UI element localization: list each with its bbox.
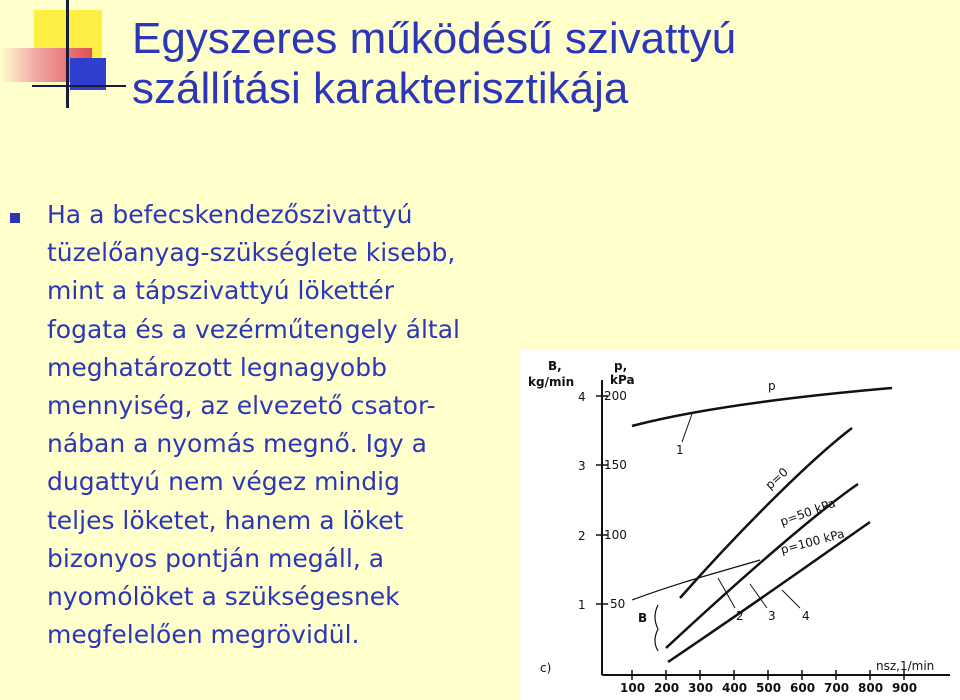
curve-number: 2 — [736, 609, 744, 623]
curve-p100 — [668, 522, 870, 662]
x-tick: 700 — [824, 681, 850, 695]
curve-label-p: p — [768, 379, 776, 393]
body-line: meghatározott legnagyobb — [47, 352, 387, 382]
body-line: mint a tápszivattyú lökettér — [47, 276, 395, 306]
body-line: megfelelően megrövidül. — [47, 620, 360, 650]
x-tick: 600 — [790, 681, 816, 695]
x-tick: 500 — [756, 681, 782, 695]
curve-p — [632, 388, 892, 426]
logo-horizontal-line — [32, 85, 126, 87]
characteristic-chart — [520, 350, 960, 700]
logo-vertical-line — [66, 0, 69, 108]
curve-label-p100: p=100 kPa — [779, 526, 846, 557]
body-line: teljes löketet, hanem a löket — [47, 505, 404, 535]
bullet-icon — [10, 213, 20, 223]
tick-p: 50 — [610, 597, 626, 611]
body-line: Ha a befecskendezőszivattyú — [47, 200, 413, 229]
tick-b: 4 — [578, 390, 586, 404]
x-tick: 800 — [858, 681, 884, 695]
curve-number: 1 — [676, 443, 684, 457]
tick-p: 100 — [604, 528, 627, 542]
body-line: fogata és a vezérműtengely által — [47, 314, 460, 344]
body-line: bizonyos pontján megáll, a — [47, 543, 385, 573]
x-tick: 400 — [722, 681, 748, 695]
curve-number: 4 — [802, 609, 810, 623]
body-line: dugattyú nem végez mindig — [47, 467, 400, 497]
tick-p: 200 — [604, 389, 627, 403]
slide-title — [132, 14, 932, 114]
curve-number: 3 — [768, 609, 776, 623]
body-line: mennyiség, az elvezető csator- — [47, 391, 436, 421]
body-line: nyomólöket a szükségesnek — [47, 582, 400, 612]
body-line: tüzelőanyag-szükséglete kisebb, — [47, 238, 456, 268]
x-tick: 100 — [620, 681, 646, 695]
chart-svg — [520, 350, 960, 700]
body-line: nában a nyomás megnő. Igy a — [47, 429, 427, 459]
x-tick: 300 — [688, 681, 714, 695]
curve-label-p50: p=50 kPa — [778, 495, 838, 529]
slide-title-line-2: szállítási karakterisztikája — [132, 64, 629, 113]
tick-b: 3 — [578, 459, 586, 473]
panel-tag: c) — [540, 661, 552, 675]
curve-label-b: B — [638, 611, 648, 625]
tick-b: 2 — [578, 529, 586, 543]
body-paragraph — [47, 196, 527, 654]
axis-label-b: B, — [548, 359, 562, 373]
curve-label-p0: p=0 — [762, 464, 791, 493]
axis-unit-b: kg/min — [528, 375, 575, 389]
tick-p: 150 — [604, 458, 627, 472]
tick-b: 1 — [578, 598, 586, 612]
axis-unit-p: kPa — [610, 373, 635, 387]
x-axis-label: nsz,1/min — [876, 659, 935, 673]
x-tick: 900 — [892, 681, 918, 695]
slide-title-line-1: Egyszeres működésű szivattyú — [132, 14, 737, 63]
x-tick: 200 — [654, 681, 680, 695]
axis-label-p: p, — [614, 359, 628, 373]
